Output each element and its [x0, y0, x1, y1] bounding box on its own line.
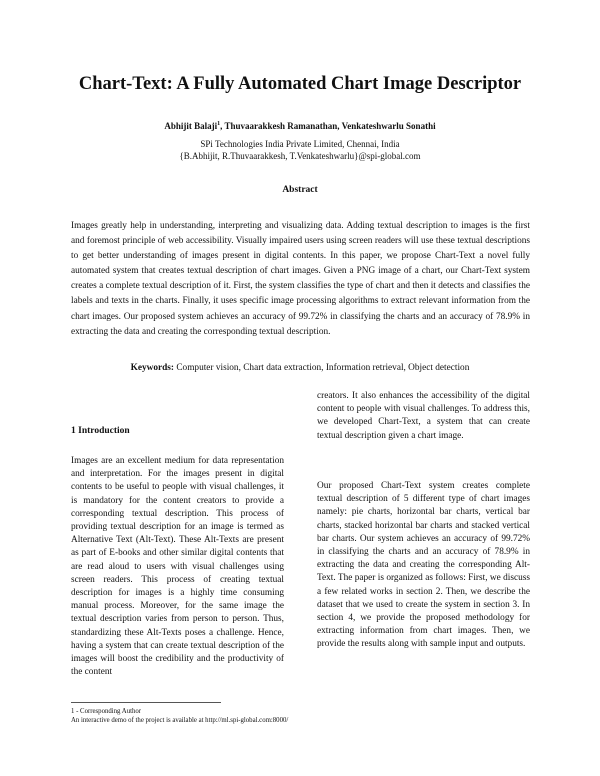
author-emails: {B.Abhijit, R.Thuvaarakkesh, T.Venkateshwarlu}@spi-global.com — [179, 151, 421, 161]
abstract-heading: Abstract — [282, 185, 318, 195]
other-authors: , Thuvaarakkesh Ramanathan, Venkateshwarlu Sonathi — [220, 121, 436, 131]
abstract-text: Images greatly help in understanding, interpreting and visualizing data. Adding textual description to images is the first and foremost principle of web accessibility. Visually impaired users using screen readers will use these textual descriptions to get better understanding of images present in digital contents. In this paper, we propose Chart-Text a novel fully automated system that creates textual description of chart images. Given a PNG image of a chart, our Chart-Text system creates a complete textual description of it. First, the system classifies the type of chart and then it detects and classifies the labels and texts in the charts. Finally, it uses specific image processing algorithms to extract relevant information from the chart images. Our proposed system achieves an accuracy of 99.72% in classifying the charts and an accuracy of 78.9% in extracting the data and creating the corresponding textual description. — [71, 221, 530, 337]
intro-right-column-para1: creators. It also enhances the accessibility of the digital content to people with visual challenges. To address this, we developed Chart-Text, a system that can create textual description given a chart image. — [317, 391, 530, 441]
intro-right-column-para2: Our proposed Chart-Text system creates complete textual description of 5 different type of chart images namely: pie charts, horizontal bar charts, vertical bar charts, stacked horizontal bar charts and stacked vertical bar charts. Our system achieves an accuracy of 99.72% in classifying the charts and an accuracy of 78.9% in extracting the data and creating the corresponding Alt-Text. The paper is organized as follows: First, we discuss a few related works in section 2. Then, we describe the dataset that we used to create the system in section 3. In section 4, we provide the proposed methodology for extracting information from chart images. Then, we provide the results along with sample input and outputs. — [317, 481, 530, 650]
keywords-line — [0, 363, 600, 373]
keywords-text: Computer vision, Chart data extraction, Information retrieval, Object detection — [174, 363, 470, 373]
footnote-demo-link: An interactive demo of the project is available at http://ml.spi-global.com:8000/ — [71, 717, 289, 724]
affiliation: SPi Technologies India Private Limited, Chennai, India — [200, 139, 400, 149]
author-list — [0, 121, 600, 131]
section-heading-introduction: 1 Introduction — [71, 426, 130, 436]
author-footnote-mark: 1 — [217, 121, 221, 127]
footnote-divider — [71, 702, 221, 703]
first-author: Abhijit Balaji — [164, 121, 218, 131]
paper-title: Chart-Text: A Fully Automated Chart Image Descriptor — [78, 74, 522, 94]
footnote-corresponding-author: 1 - Corresponding Author — [71, 708, 142, 715]
intro-left-column: Images are an excellent medium for data representation and interpretation. For the images present in digital contents to be useful to people with visual challenges, it is mandatory for the content creators to provide a corresponding textual description. This process of providing textual description for an image is termed as Alternative Text (Alt-Text). These Alt-Texts are present as part of E-books and other similar digital contents that are read aloud to users with visual challenges using screen readers. This process of creating textual description for images is a highly time consuming manual process. Moreover, for the same image the textual description varies from person to person. Thus, standardizing these Alt-Texts poses a challenge. Hence, having a system that can create textual description of the images will boost the credibility and the productivity of the content — [71, 456, 284, 678]
keywords-label: Keywords: — [130, 363, 175, 373]
